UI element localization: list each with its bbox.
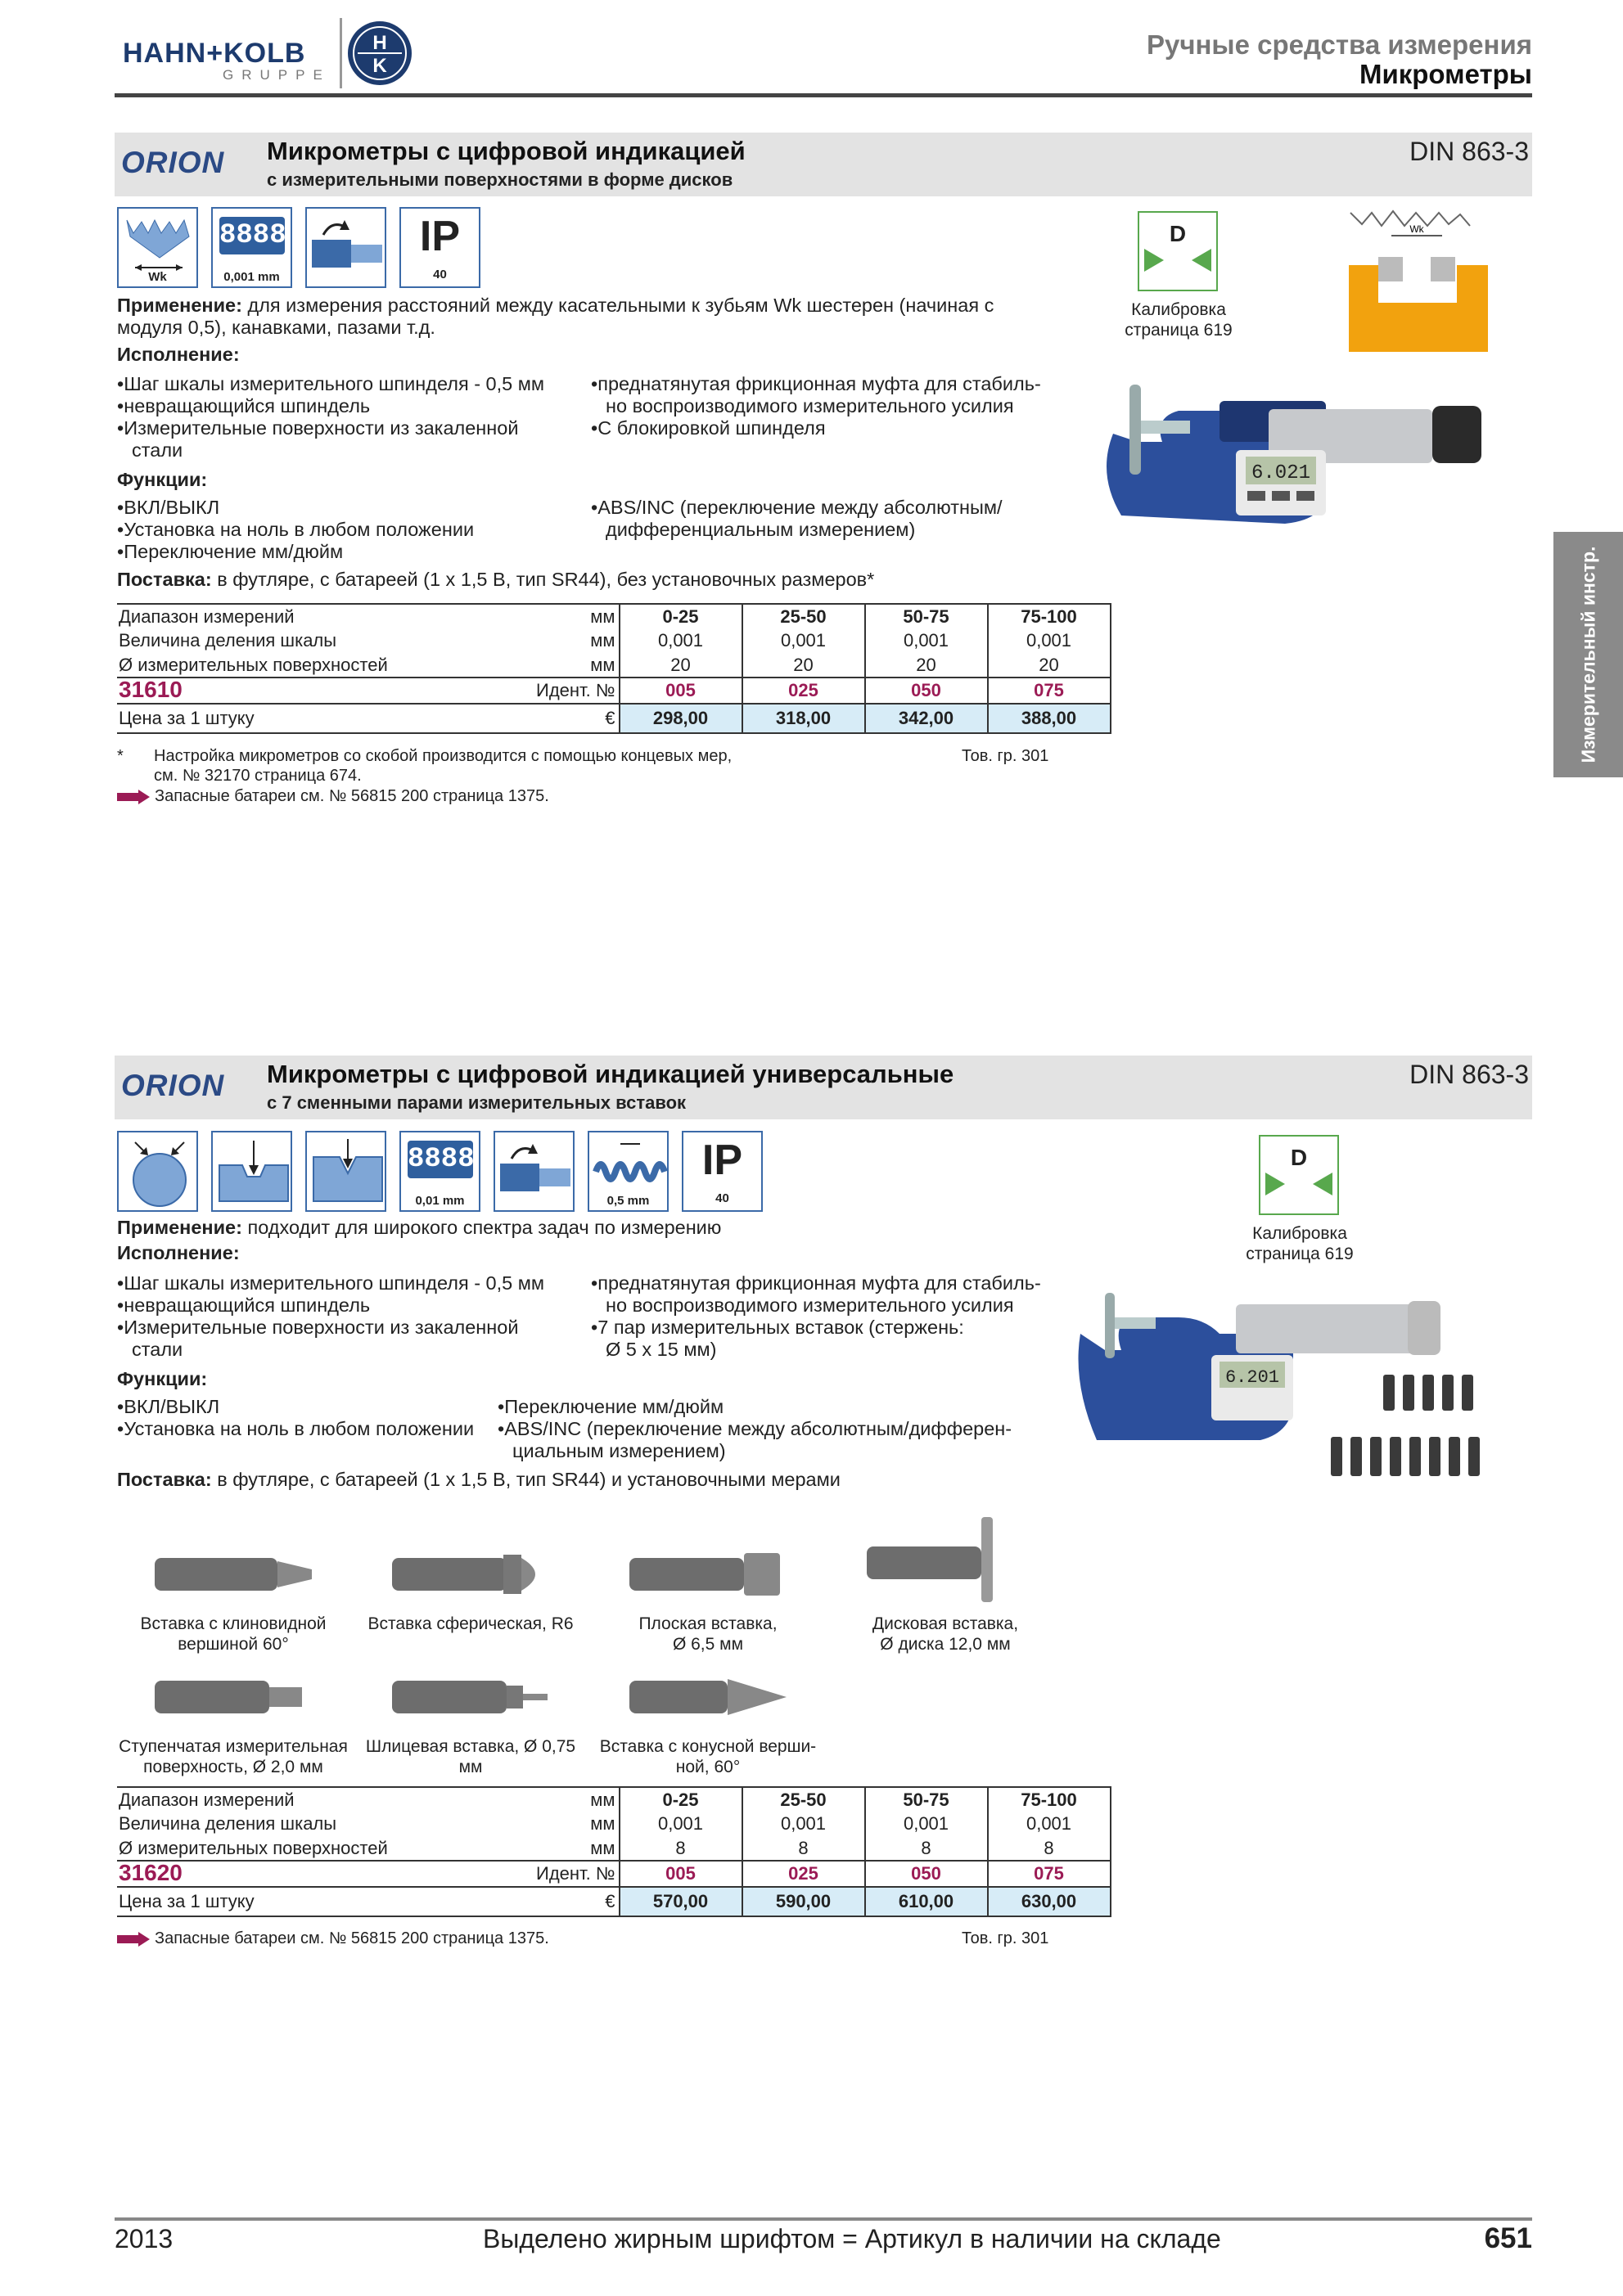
svg-text:H: H <box>372 32 387 54</box>
table-cell: 20 <box>620 653 742 678</box>
row-unit: мм <box>534 628 620 653</box>
groove-measure-icon <box>211 1131 292 1212</box>
table-cell: 25-50 <box>742 1787 865 1812</box>
list-item: •невращающийся шпиндель <box>117 1294 371 1316</box>
table-cell: 20 <box>988 653 1111 678</box>
ident-cell[interactable]: 005 <box>620 1861 742 1887</box>
calibration-page: страница 619 <box>1246 1245 1354 1263</box>
execution-heading-1: Исполнение: <box>117 344 240 365</box>
calibration-note[interactable] <box>1214 1223 1386 1264</box>
table-cell: 0,001 <box>620 628 742 653</box>
list-item: •С блокировкой шпинделя <box>591 417 826 439</box>
caption-line: Плоская вставка, <box>638 1614 778 1633</box>
sphere-measure-icon <box>117 1131 198 1212</box>
calibration-note[interactable] <box>1093 299 1265 340</box>
calibration-label: Калибровка <box>1252 1224 1347 1243</box>
caption-line: Ступенчатая измерительная <box>119 1737 348 1756</box>
digital-display-icon <box>211 207 292 288</box>
insert-caption <box>589 1614 827 1654</box>
arrow-icon <box>117 790 150 804</box>
section-1-standard: DIN 863-3 <box>1409 137 1529 166</box>
table-cell: 8 <box>988 1836 1111 1861</box>
list-item: Ø 5 x 15 мм) <box>606 1339 717 1360</box>
list-item: •Переключение мм/дюйм <box>498 1396 724 1417</box>
row-unit: мм <box>534 1812 620 1836</box>
thread-pitch-icon <box>588 1131 669 1212</box>
logo-badge-icon <box>346 20 413 87</box>
list-item: •Установка на ноль в любом положении <box>117 1418 475 1439</box>
orion-logo: ORION <box>121 1069 225 1102</box>
battery-note-text: Запасные батареи см. № 56815 200 страница 1375. <box>155 787 549 805</box>
table-cell: 0,001 <box>742 628 865 653</box>
price-cell: 298,00 <box>620 704 742 733</box>
article-number[interactable]: 31610 <box>119 677 183 702</box>
arrow-icon <box>117 1932 150 1947</box>
footer-rule <box>115 2217 1532 2221</box>
section-2-title: Микрометры с цифровой индикацией универсальные <box>267 1060 954 1088</box>
price-cell: 342,00 <box>865 704 988 733</box>
logo-subtext: GRUPPE <box>223 67 331 83</box>
table-cell: 8 <box>742 1836 865 1861</box>
list-item: но воспроизводимого измерительного усилия <box>606 395 1014 416</box>
goods-group-1: Тов. гр. 301 <box>962 747 1049 765</box>
header-subcategory: Микрометры <box>1359 59 1532 89</box>
section-1-subtitle: с измерительными поверхностями в форме дисков <box>267 169 733 190</box>
display-reading-2: 6.201 <box>1224 1367 1280 1388</box>
table-row <box>117 1812 1111 1836</box>
caption-line: мм <box>458 1758 483 1776</box>
table-row-ident <box>117 1861 1111 1887</box>
friction-clutch-icon <box>494 1131 575 1212</box>
functions-list-right-1 <box>591 497 1082 541</box>
ident-cell[interactable]: 025 <box>742 678 865 704</box>
caption-line: Дисковая вставка, <box>872 1614 1019 1633</box>
list-item: стали <box>132 439 183 461</box>
battery-note-1[interactable] <box>117 786 549 806</box>
battery-note-text: Запасные батареи см. № 56815 200 страница 1375. <box>155 1929 549 1947</box>
table-cell: 20 <box>742 653 865 678</box>
insert-spline-image <box>389 1669 552 1727</box>
ip40-icon <box>399 207 480 288</box>
display-digits: 8888 <box>219 217 285 254</box>
execution-list-left-1 <box>117 373 575 461</box>
logo-text: HAHN+KOLB <box>123 38 306 69</box>
insert-caption <box>352 1614 589 1634</box>
application-label: Применение: <box>117 295 242 316</box>
list-item: •7 пар измерительных вставок (стержень: <box>591 1317 964 1338</box>
ident-label: Идент. № <box>534 1861 620 1887</box>
list-item: •Измерительные поверхности из закаленной <box>117 1317 519 1338</box>
table-row <box>117 604 1111 628</box>
price-cell: 610,00 <box>865 1887 988 1916</box>
insert-stepped-image <box>151 1669 315 1727</box>
ident-cell[interactable]: 050 <box>865 1861 988 1887</box>
orion-logo: ORION <box>121 146 225 179</box>
execution-list-left-2 <box>117 1272 575 1361</box>
ident-cell[interactable]: 025 <box>742 1861 865 1887</box>
table-cell: 20 <box>865 653 988 678</box>
row-unit: мм <box>534 653 620 678</box>
insert-caption <box>589 1736 827 1777</box>
application-label: Применение: <box>117 1217 242 1238</box>
row-label: Диапазон измерений <box>117 1787 534 1812</box>
gear-measurement-diagram <box>1342 205 1490 356</box>
list-item: •Измерительные поверхности из закаленной <box>117 417 519 439</box>
row-label: Величина деления шкалы <box>119 630 337 651</box>
list-item: •Шаг шкалы измерительного шпинделя - 0,5 мм <box>117 1272 545 1294</box>
friction-clutch-icon <box>305 207 386 288</box>
application-text-2 <box>117 1217 1099 1239</box>
display-resolution: 0,01 mm <box>415 1194 465 1208</box>
table-cell: 0,001 <box>865 628 988 653</box>
list-item: •ВКЛ/ВЫКЛ <box>117 1396 220 1417</box>
ip-number: 40 <box>433 268 447 281</box>
table-cell: 0,001 <box>620 1812 742 1836</box>
insert-caption <box>827 1614 1064 1654</box>
ident-cell[interactable]: 075 <box>988 1861 1111 1887</box>
ip-label: IP <box>419 213 461 260</box>
row-label: Ø измерительных поверхностей <box>117 1836 534 1861</box>
table-row-price <box>117 1887 1111 1916</box>
insert-disc-image <box>863 1514 1027 1604</box>
micrometer-universal-photo <box>1072 1276 1531 1497</box>
currency: € <box>534 704 620 733</box>
footnote-1 <box>154 746 890 786</box>
table-cell: 75-100 <box>988 1787 1111 1812</box>
row-unit: мм <box>534 1836 620 1861</box>
digital-display-icon <box>399 1131 480 1212</box>
list-item: •преднатянутая фрикционная муфта для стабиль- <box>591 373 1041 394</box>
footnote-line[interactable]: см. № 32170 страница 674. <box>154 767 362 785</box>
table-cell: 25-50 <box>742 604 865 628</box>
notch-measure-icon <box>305 1131 386 1212</box>
footnote-star: * <box>117 747 124 765</box>
wk-label: Wk <box>148 270 167 284</box>
ident-label: Идент. № <box>534 678 620 704</box>
insert-wedge-image <box>151 1546 315 1604</box>
insert-caption <box>115 1736 352 1777</box>
table-cell: 0,001 <box>988 628 1111 653</box>
delivery-value: в футляре, с батареей (1 x 1,5 В, тип SR44) и установочными мерами <box>211 1469 841 1490</box>
row-label: Величина деления шкалы <box>119 1813 337 1834</box>
list-item: дифференциальным измерением) <box>606 519 916 540</box>
page-number: 651 <box>1484 2222 1532 2254</box>
header-category: Ручные средства измерения <box>1146 29 1532 60</box>
list-item: •невращающийся шпиндель <box>117 395 371 416</box>
application-text-1 <box>117 295 1066 339</box>
table-cell: 0-25 <box>620 604 742 628</box>
delivery-label: Поставка: <box>117 569 212 590</box>
insert-caption <box>352 1736 589 1777</box>
table-row <box>117 1836 1111 1861</box>
spec-table-1 <box>117 603 1111 734</box>
logo-divider <box>340 18 342 88</box>
insert-caption <box>115 1614 352 1654</box>
section-2-subtitle: с 7 сменными парами измерительных вставок <box>267 1092 687 1113</box>
execution-list-right-2 <box>591 1272 1082 1361</box>
caption-line: Вставка с конусной верши- <box>599 1737 817 1756</box>
row-unit: мм <box>534 604 620 628</box>
header-rule <box>115 93 1532 97</box>
functions-list-left-1 <box>117 497 575 563</box>
delivery-text-1 <box>117 569 1066 591</box>
list-item: •ABS/INC (переключение между абсолютным/ <box>591 497 1003 518</box>
delivery-label: Поставка: <box>117 1469 212 1490</box>
execution-list-right-1 <box>591 373 1082 439</box>
insert-cone-image <box>626 1669 790 1727</box>
list-item: •ВКЛ/ВЫКЛ <box>117 497 220 518</box>
table-row <box>117 653 1111 678</box>
currency: € <box>534 1887 620 1916</box>
price-label: Цена за 1 штуку <box>117 704 534 733</box>
ip-label: IP <box>701 1137 743 1184</box>
table-cell: 50-75 <box>865 1787 988 1812</box>
functions-list-right-2 <box>498 1396 1071 1462</box>
delivery-text-2 <box>117 1469 1099 1491</box>
caption-line: Вставка сферическая, R6 <box>367 1614 574 1633</box>
side-tab[interactable] <box>1553 532 1623 777</box>
battery-note-2[interactable] <box>117 1929 549 1948</box>
calibration-badge-icon[interactable] <box>1259 1135 1339 1215</box>
table-cell: 8 <box>865 1836 988 1861</box>
caption-line: Шлицевая вставка, Ø 0,75 <box>365 1737 576 1756</box>
list-item: но воспроизводимого измерительного усилия <box>606 1294 1014 1316</box>
application-value-cont: модуля 0,5), канавками, пазами т.д. <box>117 317 435 338</box>
goods-group-2: Тов. гр. 301 <box>962 1929 1049 1947</box>
table-cell: 75-100 <box>988 604 1111 628</box>
ident-cell[interactable]: 005 <box>620 678 742 704</box>
functions-heading-1: Функции: <box>117 469 208 490</box>
price-label: Цена за 1 штуку <box>117 1887 534 1916</box>
row-unit: мм <box>534 1787 620 1812</box>
delivery-value: в футляре, с батареей (1 x 1,5 В, тип SR44), без установочных размеров* <box>211 569 875 590</box>
table-row-ident <box>117 678 1111 704</box>
calibration-badge-letter: D <box>1169 221 1187 246</box>
caption-line: Ø диска 12,0 мм <box>880 1635 1011 1654</box>
table-cell: 8 <box>620 1836 742 1861</box>
ip-number: 40 <box>715 1191 729 1205</box>
table-row <box>117 628 1111 653</box>
side-tab-label: Измерительный инстр. <box>1577 546 1598 763</box>
table-cell: 0,001 <box>742 1812 865 1836</box>
list-item: •ABS/INC (переключение между абсолютным/дифферен- <box>498 1418 1012 1439</box>
micrometer-disc-photo <box>1080 360 1506 540</box>
insert-flat-image <box>626 1546 790 1604</box>
application-value: подходит для широкого спектра задач по измерению <box>241 1217 722 1238</box>
caption-line: вершиной 60° <box>178 1635 289 1654</box>
ident-cell[interactable]: 075 <box>988 678 1111 704</box>
calibration-label: Калибровка <box>1131 300 1226 319</box>
calibration-page: страница 619 <box>1125 321 1233 340</box>
list-item: •Шаг шкалы измерительного шпинделя - 0,5 мм <box>117 373 545 394</box>
table-cell: 50-75 <box>865 604 988 628</box>
section-2-standard: DIN 863-3 <box>1409 1060 1529 1089</box>
display-resolution: 0,001 mm <box>223 270 280 284</box>
application-value: для измерения расстояний между касательными к зубьям Wk шестерен (начиная с <box>241 295 994 316</box>
footer-year: 2013 <box>115 2224 174 2253</box>
footer-legend: Выделено жирным шрифтом = Артикул в наличии на складе <box>483 2224 1221 2253</box>
gear-wk-label: Wk <box>1409 223 1424 235</box>
list-item: циальным измерением) <box>512 1440 726 1461</box>
section-1-title: Микрометры с цифровой индикацией <box>267 137 746 165</box>
price-cell: 318,00 <box>742 704 865 733</box>
calibration-badge-icon[interactable] <box>1138 211 1218 291</box>
functions-list-left-2 <box>117 1396 502 1440</box>
price-cell: 590,00 <box>742 1887 865 1916</box>
svg-text:K: K <box>372 55 387 77</box>
pitch-label: 0,5 mm <box>606 1194 650 1208</box>
table-cell: 0-25 <box>620 1787 742 1812</box>
table-row <box>117 1787 1111 1812</box>
table-cell: 0,001 <box>988 1812 1111 1836</box>
insert-spherical-image <box>389 1546 552 1604</box>
spec-table-2 <box>117 1786 1111 1917</box>
footnote-line: Настройка микрометров со скобой производится с помощью концевых мер, <box>154 747 733 765</box>
display-digits: 8888 <box>408 1141 473 1178</box>
list-item: •преднатянутая фрикционная муфта для стабиль- <box>591 1272 1041 1294</box>
article-number[interactable]: 31620 <box>119 1860 183 1885</box>
caption-line: Ø 6,5 мм <box>672 1635 744 1654</box>
caption-line: ной, 60° <box>675 1758 741 1776</box>
caption-line: Вставка с клиновидной <box>140 1614 327 1633</box>
price-cell: 630,00 <box>988 1887 1111 1916</box>
table-row-price <box>117 704 1111 733</box>
caption-line: поверхность, Ø 2,0 мм <box>143 1758 323 1776</box>
price-cell: 570,00 <box>620 1887 742 1916</box>
calibration-badge-letter: D <box>1290 1145 1308 1170</box>
ident-cell[interactable]: 050 <box>865 678 988 704</box>
row-label: Диапазон измерений <box>117 604 534 628</box>
gear-wk-icon <box>117 207 198 288</box>
execution-heading-2: Исполнение: <box>117 1242 240 1263</box>
display-reading-1: 6.021 <box>1251 462 1311 484</box>
list-item: •Установка на ноль в любом положении <box>117 519 475 540</box>
list-item: •Переключение мм/дюйм <box>117 541 344 562</box>
price-cell: 388,00 <box>988 704 1111 733</box>
row-label: Ø измерительных поверхностей <box>117 653 534 678</box>
list-item: стали <box>132 1339 183 1360</box>
ip40-icon <box>682 1131 763 1212</box>
table-cell: 0,001 <box>865 1812 988 1836</box>
functions-heading-2: Функции: <box>117 1368 208 1389</box>
